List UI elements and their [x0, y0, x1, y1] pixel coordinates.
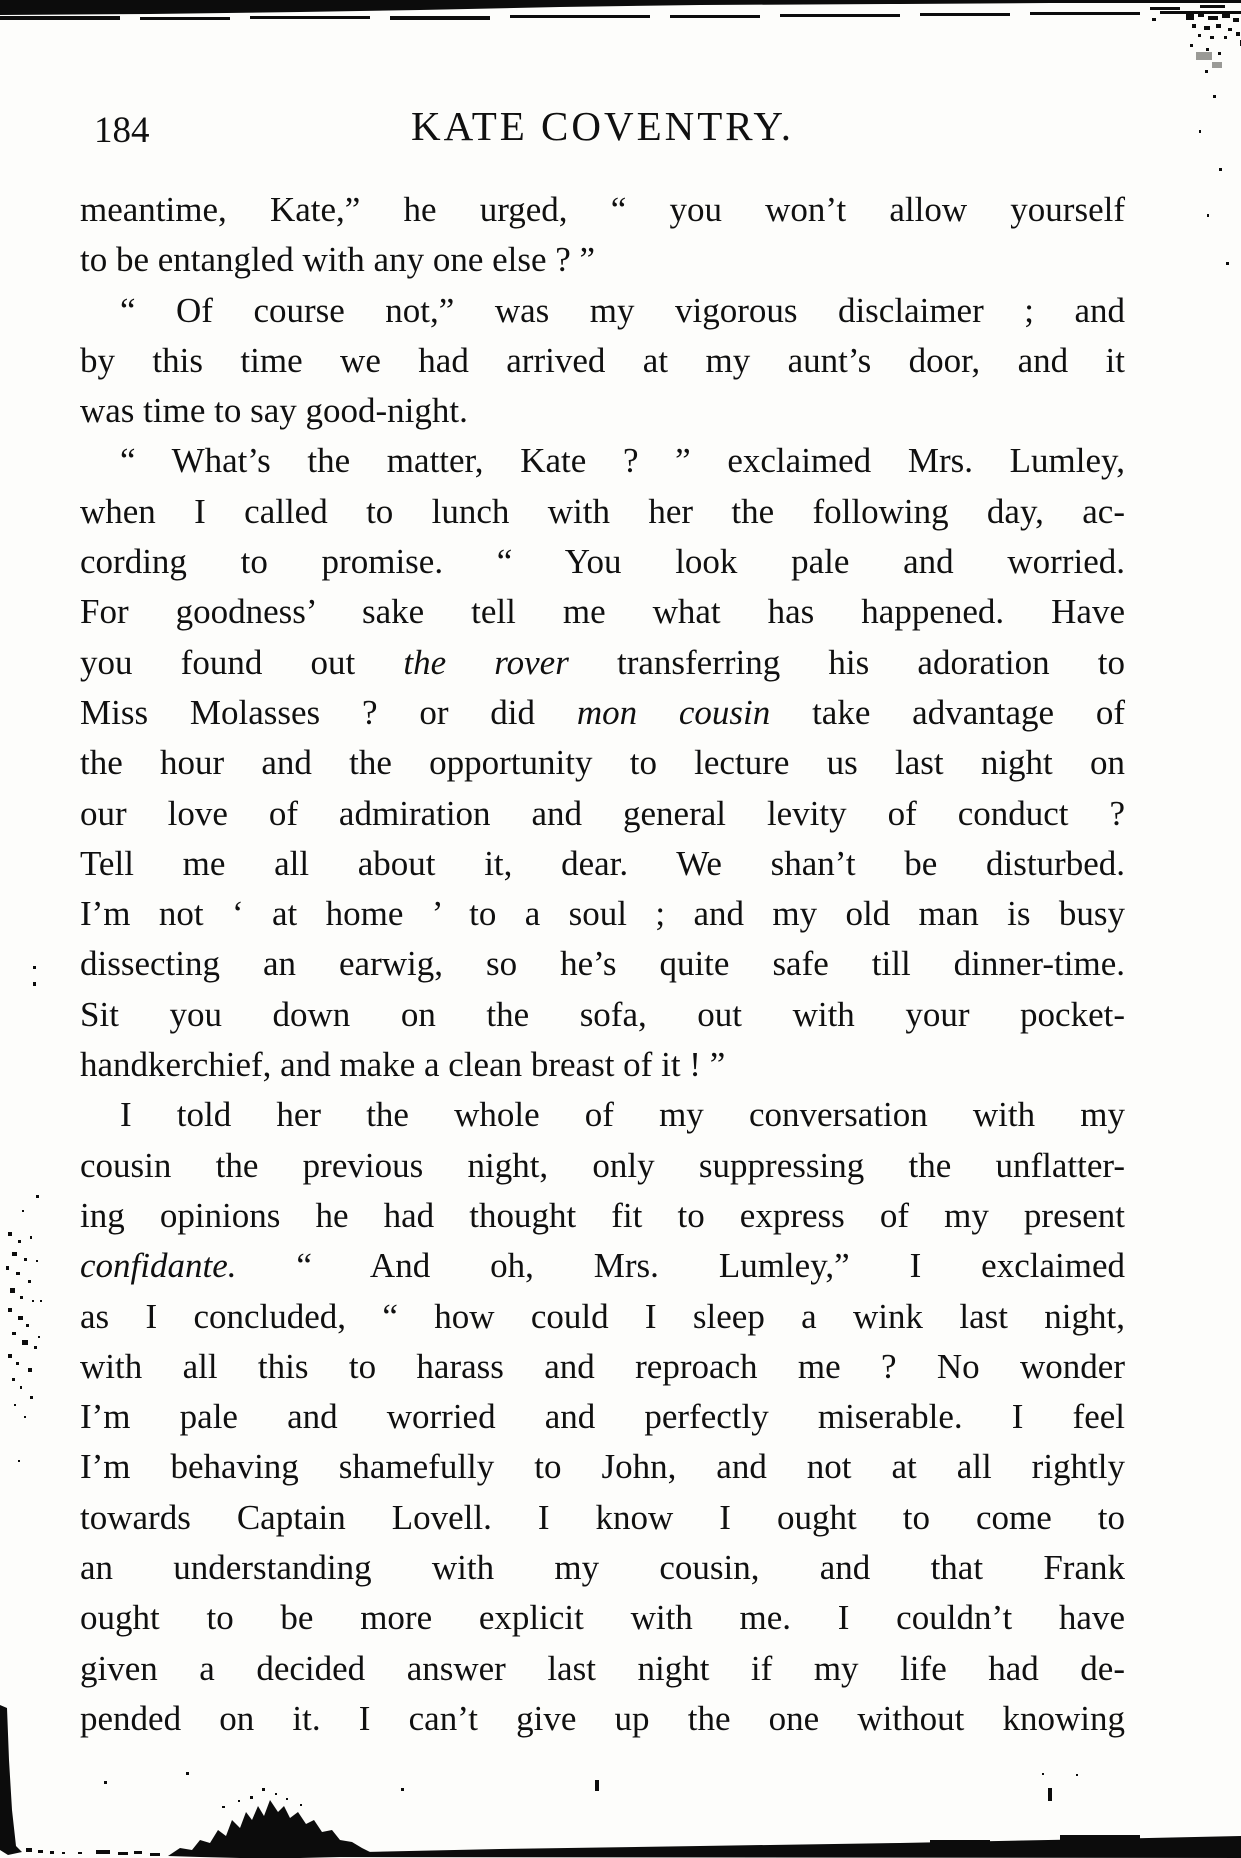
text-line: “ What’s the matter, Kate ? ” exclaimed Mrs. Lumley,	[120, 441, 1125, 481]
text-line: was time to say good-night.	[80, 391, 468, 431]
text-line: confidante. “ And oh, Mrs. Lumley,” I exclaimed	[80, 1246, 1125, 1286]
text-line: Tell me all about it, dear. We shan’t be disturbed.	[80, 843, 1125, 883]
text-line: dissecting an earwig, so he’s quite safe till dinner-time.	[80, 944, 1125, 984]
text-line: I told her the whole of my conversation with my	[120, 1095, 1125, 1135]
text-line: “ Of course not,” was my vigorous disclaimer ; and	[120, 290, 1125, 330]
text-line: handkerchief, and make a clean breast of it ! ”	[80, 1045, 726, 1085]
text-line: as I concluded, “ how could I sleep a wink last night,	[80, 1296, 1125, 1336]
text-line: cording to promise. “ You look pale and worried.	[80, 542, 1125, 582]
scan-top-edge-bar	[0, 0, 1241, 20]
text-line: an understanding with my cousin, and that Frank	[80, 1548, 1125, 1588]
text-line: our love of admiration and general levity of conduct ?	[80, 793, 1125, 833]
page-text	[80, 185, 1125, 1744]
text-line: you found out the rover transferring his adoration to	[80, 642, 1125, 682]
text-line: cousin the previous night, only suppressing the unflatter-	[80, 1145, 1125, 1185]
scan-bottom-ink-blotch	[96, 1772, 418, 1858]
scan-bottom-edge-bar	[318, 1835, 1241, 1858]
scan-bottom-left-ink-mark	[0, 1705, 82, 1855]
page-header	[80, 102, 1125, 150]
text-line: I’m pale and worried and perfectly miserable. I feel	[80, 1397, 1125, 1437]
text-line: I’m not ‘ at home ’ to a soul ; and my old man is busy	[80, 894, 1125, 934]
text-line: I’m behaving shamefully to John, and not at all rightly	[80, 1447, 1125, 1487]
scan-stray-marks	[595, 1773, 1078, 1801]
text-line: when I called to lunch with her the following day, ac-	[80, 491, 1125, 531]
text-line: the hour and the opportunity to lecture us last night on	[80, 743, 1125, 783]
scan-top-right-speckles	[1152, 12, 1241, 265]
scan-left-margin-speckles	[6, 966, 42, 1462]
text-line: pended on it. I can’t give up the one without knowing	[80, 1698, 1125, 1738]
text-line: to be entangled with any one else ? ”	[80, 240, 596, 280]
running-title: KATE COVENTRY.	[411, 103, 794, 149]
text-line: Sit you down on the sofa, out with your pocket-	[80, 994, 1125, 1034]
text-line: For goodness’ sake tell me what has happened. Have	[80, 592, 1125, 632]
text-line: given a decided answer last night if my life had de-	[80, 1648, 1125, 1688]
text-line: ought to be more explicit with me. I couldn’t have	[80, 1598, 1125, 1638]
text-line: ing opinions he had thought fit to express of my present	[80, 1195, 1125, 1235]
text-line: meantime, Kate,” he urged, “ you won’t allow yourself	[80, 190, 1125, 229]
text-line: by this time we had arrived at my aunt’s door, and it	[80, 340, 1125, 380]
text-line: with all this to harass and reproach me ? No wonder	[80, 1346, 1125, 1386]
page-number: 184	[94, 110, 150, 151]
text-line: Miss Molasses ? or did mon cousin take advantage of	[80, 692, 1126, 732]
text-line: towards Captain Lovell. I know I ought to come to	[80, 1497, 1125, 1537]
